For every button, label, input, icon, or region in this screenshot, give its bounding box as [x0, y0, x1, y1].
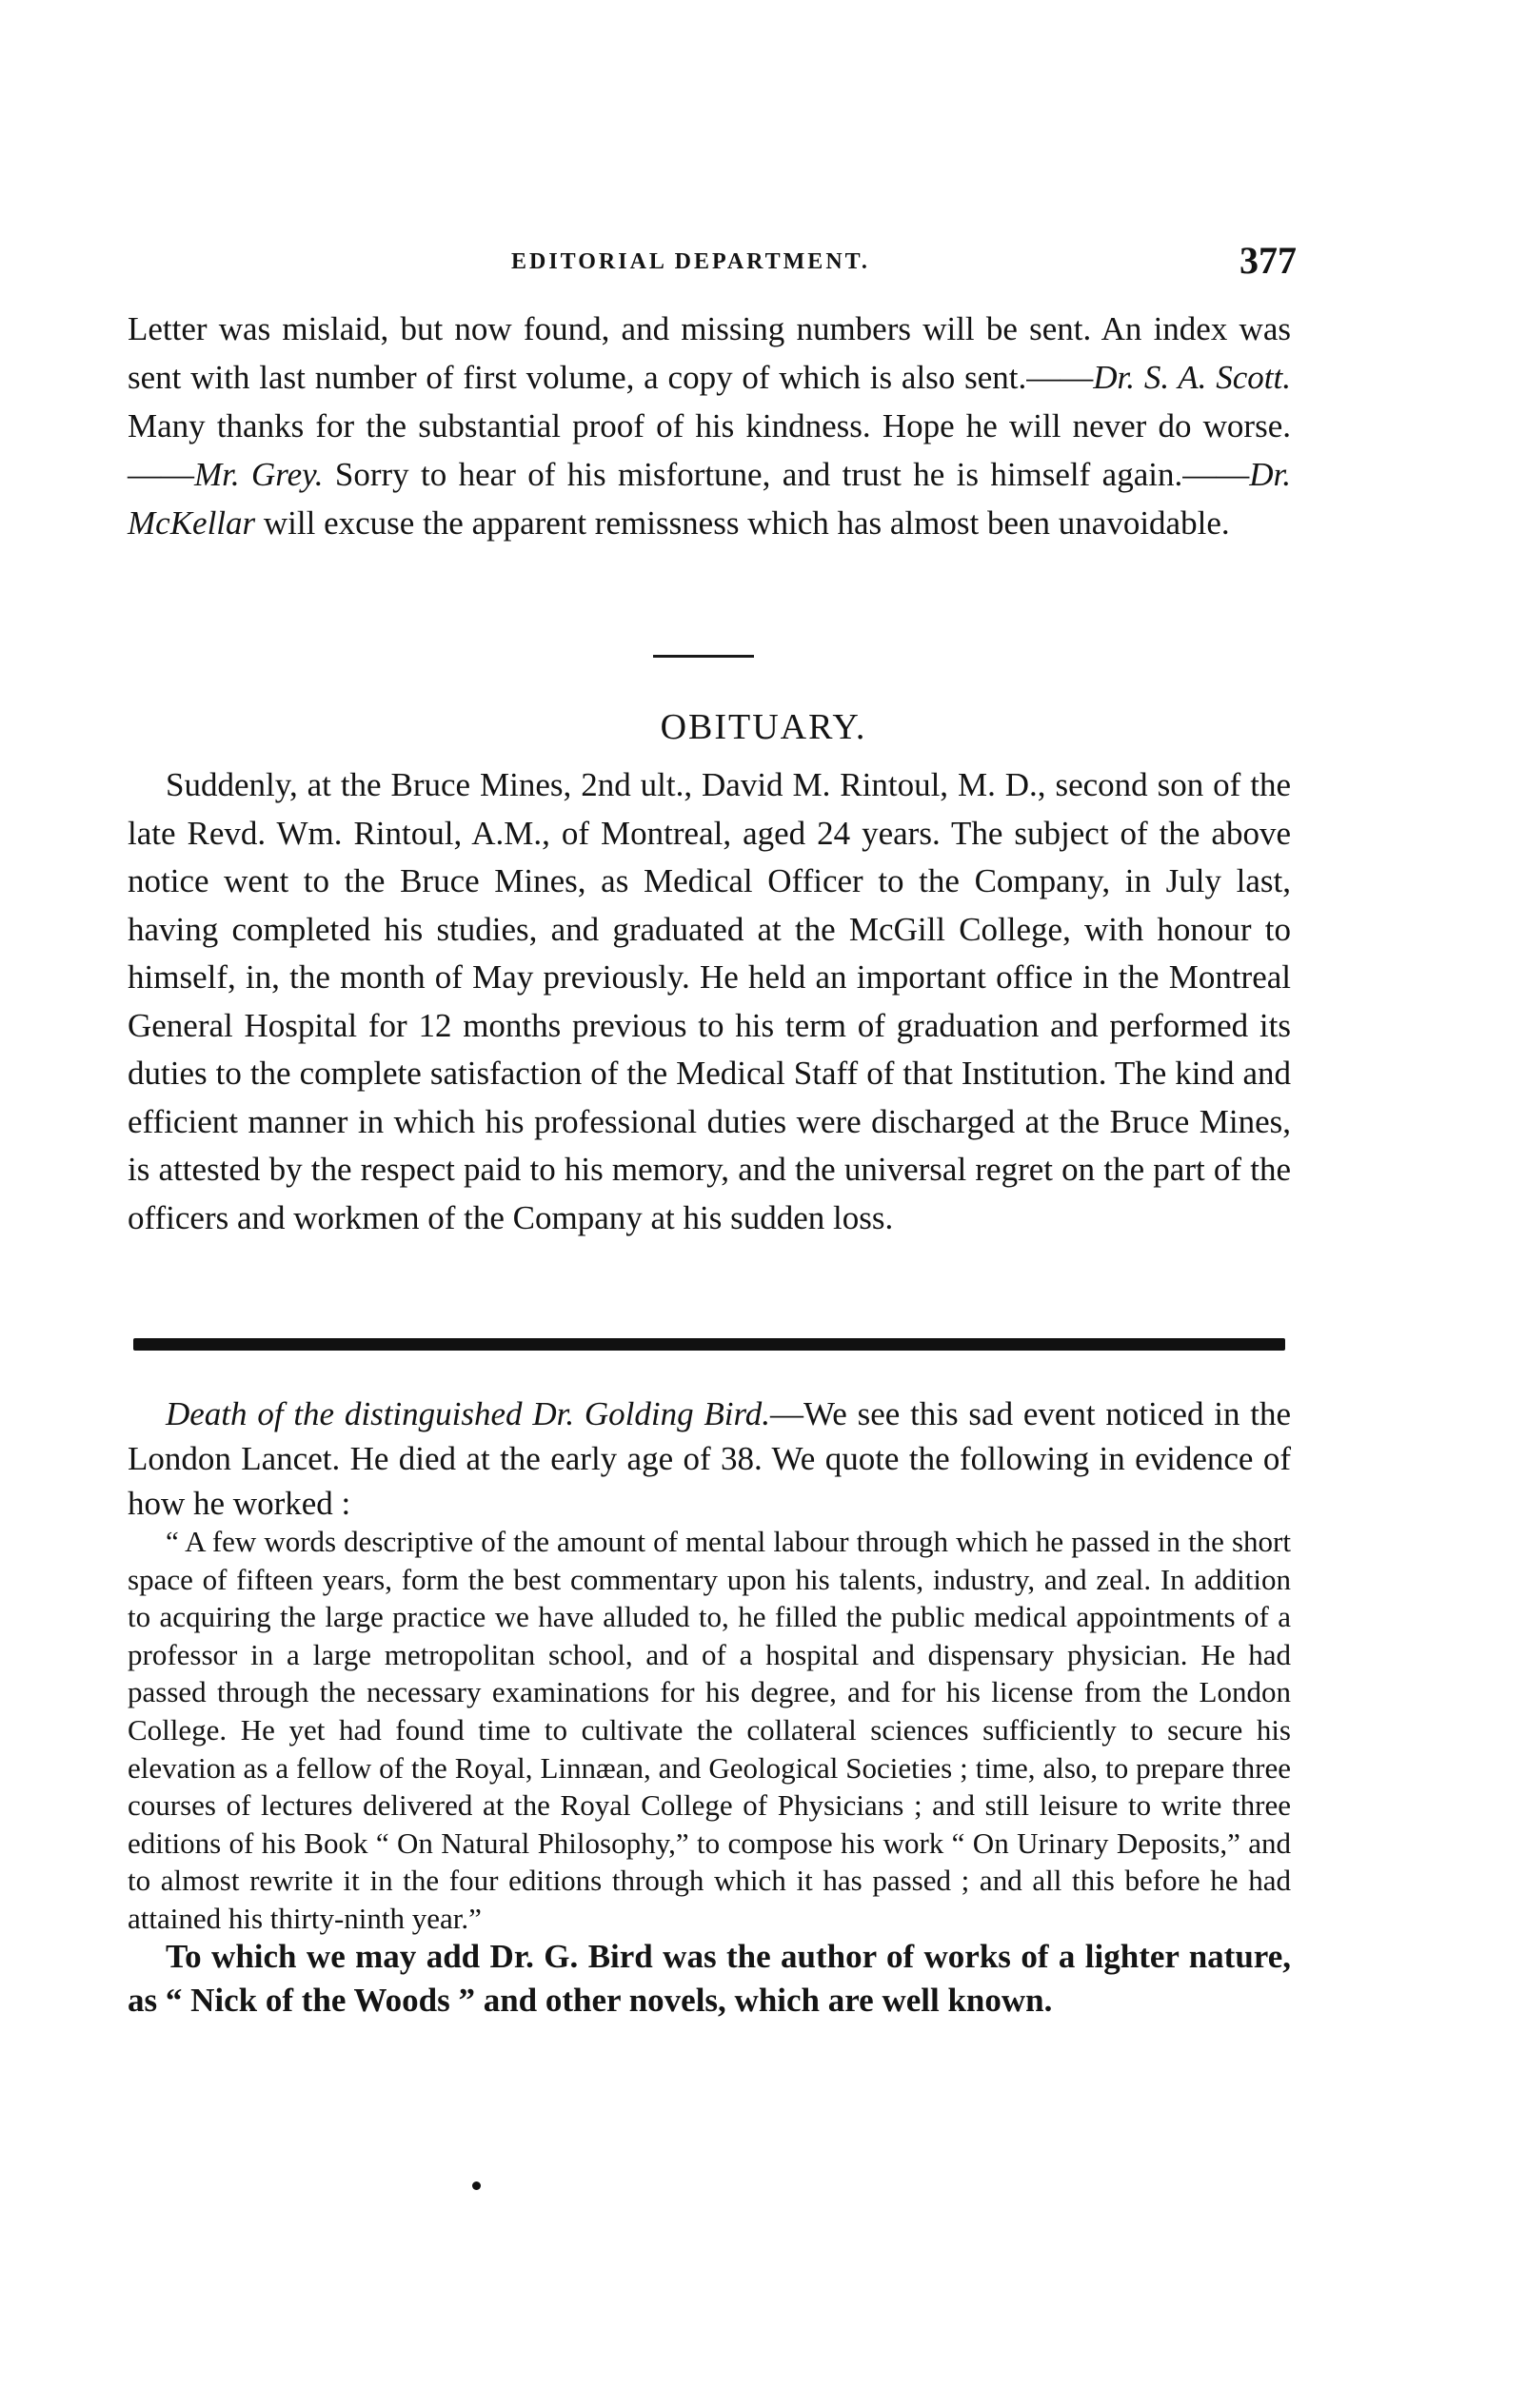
correspondent-name-mckellar: Dr. McKellar [128, 456, 1292, 542]
golding-bird-intro [128, 1392, 1291, 1526]
correspondence-text-4: will excuse the apparent remissness which has almost been unavoidable. [255, 504, 1230, 542]
obituary-heading: OBITUARY. [660, 707, 867, 747]
page-header [126, 239, 1297, 289]
obituary-paragraph: Suddenly, at the Bruce Mines, 2nd ult., David M. Rintoul, M. D., second son of the late Revd. Wm. Rintoul, A.M., of Montreal, aged 24 years. The subject of the above notice went to the Bruce Mines, as Medical Officer to the Company, in July last, having completed his studies, and graduated at the McGill College, with honour to himself, in, the month of May previously. He held an important office in the Montreal General Hospital for 12 months previous to his term of graduation and performed its duties to the complete satisfaction of the Medical Staff of that Institution. The kind and efficient manner in which his professional duties were discharged at the Bruce Mines, is attested by the respect paid to his memory, and the universal regret on the part of the officers and workmen of the Company at his sudden loss. [128, 766, 1291, 1236]
closing-paragraph: To which we may add Dr. G. Bird was the author of works of a lighter nature, as “ Nick of the Woods ” and other novels, which are well known. [128, 1938, 1291, 2019]
thick-divider [133, 1338, 1285, 1351]
correspondence-text-2: Many thanks for the substantial proof of his kindness. Hope he will never do worse.—— [128, 407, 1291, 493]
correspondence-text-3: Sorry to hear of his misfortune, and trust he is himself again.—— [323, 456, 1250, 493]
article-intro-text: —We see this sad event noticed in the London Lancet. He died at the early age of 38. We quote the following in evidence of how he worked : [128, 1395, 1291, 1522]
article-title: Death of the distinguished Dr. Golding Bird. [166, 1395, 771, 1432]
running-head: EDITORIAL DEPARTMENT. [511, 249, 870, 274]
ornament-dot [472, 2181, 481, 2190]
page-number: 377 [1239, 239, 1297, 282]
correspondent-name-scott: Dr. S. A. Scott. [1093, 359, 1291, 396]
correspondence-paragraph [128, 305, 1291, 547]
correspondent-name-grey: Mr. Grey. [194, 456, 324, 493]
lancet-quotation: “ A few words descriptive of the amount of mental labour through which he passed in the short space of fifteen years, form the best commentary upon his talents, industry, and zeal. In addition to acquiring the large practice we have alluded to, he filled the public medical appointments of a professor in a large metropolitan school, and of a hospital and dispensary physician. He had passed through the necessary examinations for his degree, and for his license from the London College. He yet had found time to cultivate the collateral sciences sufficiently to secure his elevation as a fellow of the Royal, Linnæan, and Geological Societies ; time, also, to prepare three courses of lectures delivered at the Royal College of Physicians ; and still leisure to write three editions of his Book “ On Natural Philosophy,” to compose his work “ On Urinary Deposits,” and to almost rewrite it in the four editions through which it has passed ; and all this before he had attained his thirty-ninth year.” [128, 1525, 1291, 1935]
section-divider [653, 655, 754, 658]
correspondence-text-1: Letter was mislaid, but now found, and missing numbers will be sent. An index was sent with last number of first volume, a copy of which is also sent.—— [128, 310, 1291, 396]
